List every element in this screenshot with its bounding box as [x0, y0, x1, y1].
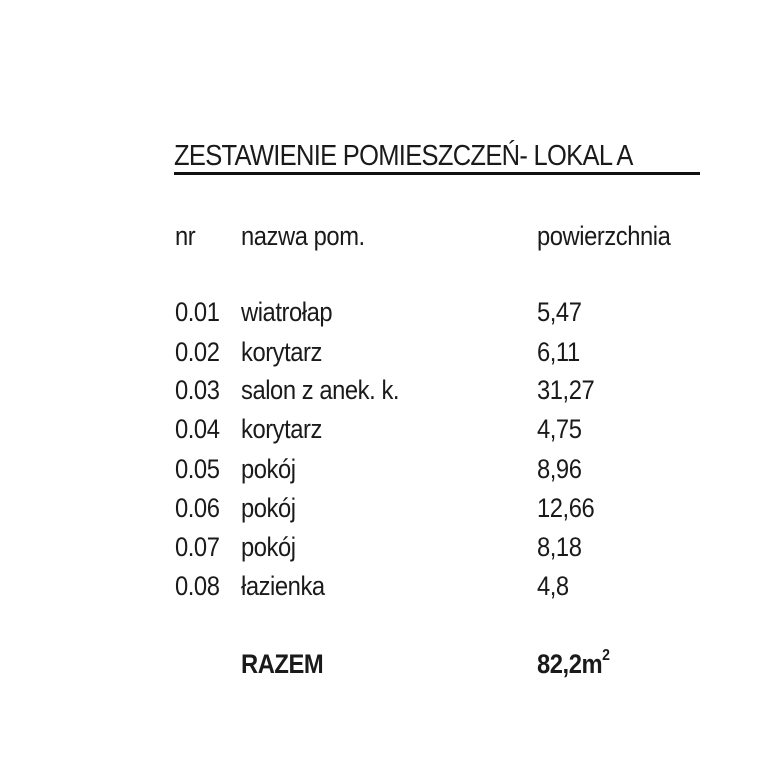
- total-value: [537, 648, 610, 680]
- row-name: salon z anek. k.: [241, 375, 400, 405]
- row-area: 5,47: [537, 297, 582, 327]
- title-underline: [174, 172, 700, 175]
- row-area: 12,66: [537, 493, 595, 523]
- row-area: 4,8: [537, 571, 569, 601]
- row-area: 6,11: [537, 337, 580, 367]
- row-name: pokój: [241, 532, 296, 562]
- row-area: 4,75: [537, 414, 582, 444]
- header-nr: nr: [175, 221, 196, 251]
- header-name: nazwa pom.: [241, 221, 365, 251]
- total-value-number: 82,2m: [537, 649, 603, 679]
- unit-superscript: 2: [602, 647, 610, 664]
- document-title: ZESTAWIENIE POMIESZCZEŃ- LOKAL A: [174, 140, 633, 172]
- row-nr: 0.06: [175, 493, 220, 523]
- row-nr: 0.05: [175, 454, 220, 484]
- row-area: 31,27: [537, 375, 595, 405]
- total-label: RAZEM: [241, 649, 324, 679]
- row-name: korytarz: [241, 337, 322, 367]
- row-name: wiatrołap: [241, 297, 333, 327]
- row-nr: 0.07: [175, 532, 220, 562]
- header-area: powierzchnia: [537, 221, 671, 251]
- row-name: pokój: [241, 454, 296, 484]
- row-nr: 0.04: [175, 414, 220, 444]
- row-nr: 0.02: [175, 337, 220, 367]
- row-name: łazienka: [241, 571, 325, 601]
- row-name: pokój: [241, 493, 296, 523]
- row-name: korytarz: [241, 414, 322, 444]
- row-nr: 0.01: [175, 297, 220, 327]
- row-area: 8,18: [537, 532, 582, 562]
- row-area: 8,96: [537, 454, 582, 484]
- row-nr: 0.08: [175, 571, 220, 601]
- row-nr: 0.03: [175, 375, 220, 405]
